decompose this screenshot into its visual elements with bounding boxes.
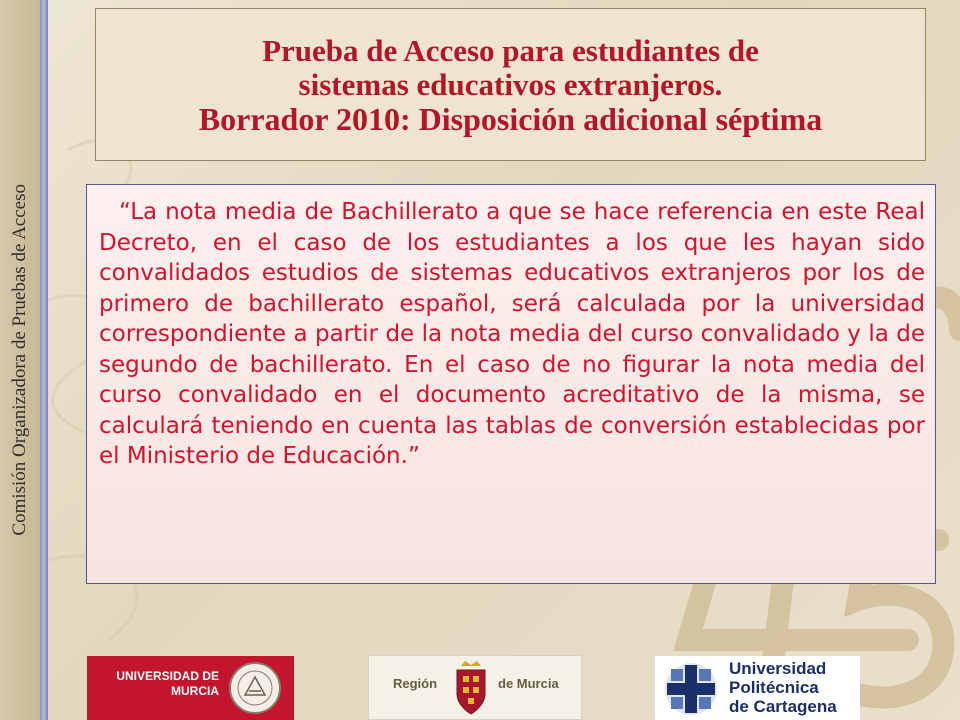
rm-logo-right: de Murcia bbox=[498, 676, 559, 691]
upct-logo-line1: Universidad bbox=[729, 659, 827, 678]
upct-cross-icon bbox=[659, 662, 723, 716]
title-line-2: sistemas educativos extranjeros. bbox=[298, 66, 723, 102]
side-label-container bbox=[2, 0, 38, 720]
upct-logo-line3: de Cartagena bbox=[729, 697, 837, 716]
quote-text: “La nota media de Bachillerato a que se hace referencia en este Real Decreto, en el caso de los estudiantes a los que les hayan sido convalidados estudios de sistemas educativos extranjeros por los de primero de bachillerato español, será calculada por la universidad correspondiente a partir de la nota media del curso convalidado y la de segundo de bachillerato. En el caso de no figurar la nota media del curso convalidado en el documento acreditativo de la misma, se calculará teniendo en cuenta las tablas de conversión establecidas por el Ministerio de Educación.” bbox=[99, 199, 925, 469]
title-line-3: Borrador 2010: Disposición adicional séptima bbox=[198, 100, 823, 137]
um-logo-line1: UNIVERSIDAD DE bbox=[116, 669, 219, 683]
side-divider bbox=[40, 0, 48, 720]
coat-of-arms-icon bbox=[451, 660, 491, 716]
side-label: Comisión Organizadora de Pruebas de Acceso bbox=[9, 184, 30, 536]
title-line-1: Prueba de Acceso para estudiantes de bbox=[262, 32, 759, 68]
rm-logo-left: Región bbox=[393, 676, 438, 691]
upct-logo-line2: Politécnica bbox=[729, 678, 819, 697]
upct-logo bbox=[655, 656, 860, 720]
region-murcia-logo bbox=[368, 655, 582, 720]
universidad-murcia-logo bbox=[87, 656, 294, 720]
university-seal-icon bbox=[227, 661, 283, 715]
upct-logo-text bbox=[729, 659, 837, 716]
um-logo-text bbox=[101, 669, 219, 699]
title-box bbox=[95, 8, 926, 161]
quote-box bbox=[86, 184, 936, 584]
um-logo-line2: MURCIA bbox=[171, 684, 219, 698]
